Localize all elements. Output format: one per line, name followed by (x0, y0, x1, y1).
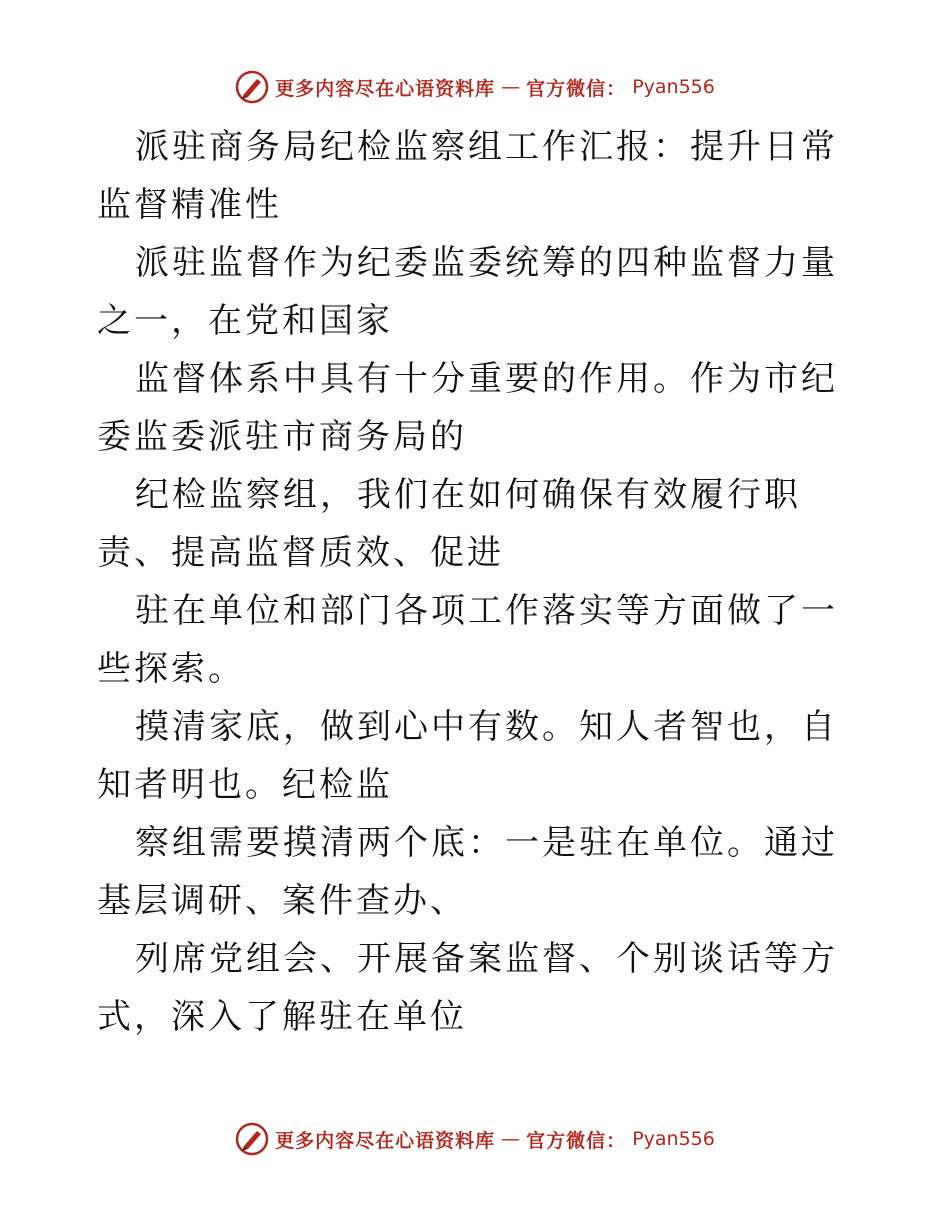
pen-logo-icon (235, 70, 269, 104)
header-site-text: 更多内容尽在心语资料库 (275, 77, 496, 100)
footer-site-text: 更多内容尽在心语资料库 (275, 1129, 496, 1152)
pen-logo-icon (235, 1122, 269, 1156)
document-title: 派驻商务局纪检监察组工作汇报：提升日常监督精准性 (97, 127, 838, 225)
header-wechat-id: Pyan556 (632, 76, 715, 98)
header-banner (0, 70, 950, 104)
paragraph: 监督体系中具有十分重要的作用。作为市纪委监委派驻市商务局的 (97, 359, 838, 457)
footer-wechat-label: 官方微信： (526, 1129, 627, 1152)
header-separator: — (501, 76, 521, 98)
footer-wechat-id: Pyan556 (632, 1128, 715, 1150)
paragraph: 纪检监察组，我们在如何确保有效履行职责、提高监督质效、促进 (97, 475, 801, 573)
footer-separator: — (501, 1128, 521, 1150)
paragraph: 摸清家底，做到心中有数。知人者智也，自知者明也。纪检监 (97, 707, 838, 805)
header-wechat-label: 官方微信： (526, 77, 627, 100)
footer-banner (0, 1122, 950, 1156)
paragraph: 察组需要摸清两个底：一是驻在单位。通过基层调研、案件查办、 (97, 823, 838, 921)
paragraph: 列席党组会、开展备案监督、个别谈话等方式，深入了解驻在单位 (97, 939, 838, 1037)
paragraph: 驻在单位和部门各项工作落实等方面做了一些探索。 (97, 591, 838, 689)
document-body (97, 118, 857, 1046)
paragraph: 派驻监督作为纪委监委统筹的四种监督力量之一，在党和国家 (97, 243, 838, 341)
